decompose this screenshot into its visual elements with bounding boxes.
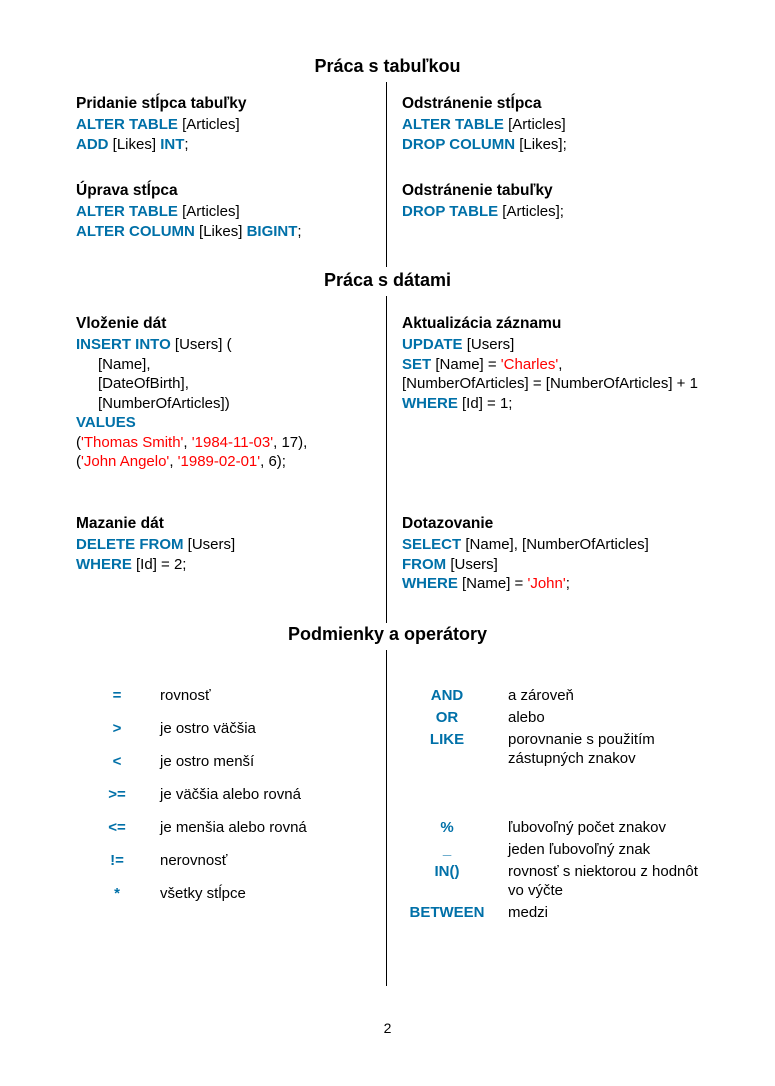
operator-description: rovnosť xyxy=(160,687,211,704)
operator-description: medzi xyxy=(508,904,549,921)
column-divider-tables xyxy=(386,82,387,267)
code-line: ALTER TABLE [Articles] xyxy=(402,116,566,133)
operator-symbol: AND xyxy=(430,687,464,704)
code-line: SET [Name] = 'Charles', xyxy=(402,355,563,373)
block-update xyxy=(402,313,754,413)
operator-description: všetky stĺpce xyxy=(160,885,246,902)
block-add-column xyxy=(76,93,376,154)
operator-symbol: = xyxy=(112,687,122,704)
section-heading-tables: Práca s tabuľkou xyxy=(314,56,461,76)
operator-symbol: BETWEEN xyxy=(409,904,485,921)
page-number: 2 xyxy=(383,1020,392,1036)
operator-row xyxy=(408,730,708,771)
column-divider-data xyxy=(386,296,387,623)
block-title: Úprava stĺpca xyxy=(76,182,178,199)
column-divider-operators xyxy=(386,650,387,986)
operator-symbol: LIKE xyxy=(429,731,465,748)
operator-description: a zároveň xyxy=(508,687,574,704)
operator-row xyxy=(408,708,708,730)
operator-symbol: _ xyxy=(442,841,452,858)
block-insert xyxy=(76,313,381,472)
operator-description: porovnanie s použitím zástupných znakov xyxy=(508,731,655,767)
operator-symbol: IN() xyxy=(434,863,460,880)
operator-description: nerovnosť xyxy=(160,852,228,869)
operator-row xyxy=(96,851,346,884)
operator-description: je ostro menší xyxy=(160,753,255,770)
section-heading-operators: Podmienky a operátory xyxy=(287,624,488,644)
code-line: ALTER TABLE [Articles] xyxy=(76,203,240,220)
operator-row xyxy=(408,840,708,862)
code-line: ('John Angelo', '1989-02-01', 6); xyxy=(76,453,286,470)
code-line: ALTER COLUMN [Likes] BIGINT; xyxy=(76,222,302,240)
block-alter-column xyxy=(76,180,386,241)
operator-description: je väčšia alebo rovná xyxy=(160,786,301,803)
block-drop-column xyxy=(402,93,722,154)
operator-row xyxy=(96,884,346,917)
operator-symbol: <= xyxy=(108,819,126,836)
code-line: WHERE [Id] = 1; xyxy=(402,394,513,412)
section-heading-data: Práca s dátami xyxy=(323,270,452,290)
operator-description: jeden ľubovoľný znak xyxy=(508,841,651,858)
operator-symbol: < xyxy=(112,753,122,770)
operator-description: alebo xyxy=(508,709,545,726)
code-line: WHERE [Name] = 'John'; xyxy=(402,575,570,592)
operator-symbol: > xyxy=(112,720,122,737)
operator-table-wildcards xyxy=(408,818,708,925)
code-line: DROP TABLE [Articles]; xyxy=(402,203,564,220)
operator-table-comparison xyxy=(96,686,346,917)
block-delete xyxy=(76,513,381,574)
code-line: [Name], xyxy=(98,355,151,373)
operator-row xyxy=(96,686,346,719)
operator-row xyxy=(96,719,346,752)
operator-description: je ostro väčšia xyxy=(160,720,256,737)
operator-row xyxy=(408,903,708,925)
operator-row xyxy=(408,818,708,840)
block-drop-table xyxy=(402,180,722,222)
block-title: Mazanie dát xyxy=(76,515,164,532)
operator-description: ľubovoľný počet znakov xyxy=(508,819,667,836)
code-line: [DateOfBirth], xyxy=(98,375,189,392)
operator-symbol: != xyxy=(110,852,124,869)
operator-row xyxy=(96,785,346,818)
block-title: Odstránenie stĺpca xyxy=(402,95,542,112)
code-line: ADD [Likes] INT; xyxy=(76,135,189,153)
code-line: [NumberOfArticles] = [NumberOfArticles] + 1 xyxy=(402,375,698,392)
code-line: ('Thomas Smith', '1984-11-03', 17), xyxy=(76,433,308,451)
operator-row xyxy=(96,818,346,851)
operator-description: rovnosť s niektorou z hodnôt vo výčte xyxy=(508,863,698,899)
block-title: Pridanie stĺpca tabuľky xyxy=(76,95,247,112)
operator-symbol: * xyxy=(114,885,120,902)
operator-symbol: OR xyxy=(435,709,459,726)
code-line: ALTER TABLE [Articles] xyxy=(76,116,240,133)
code-line: VALUES xyxy=(76,414,136,431)
block-title: Aktualizácia záznamu xyxy=(402,315,562,332)
operator-table-body xyxy=(408,818,708,925)
operator-description: je menšia alebo rovná xyxy=(160,819,307,836)
code-line: SELECT [Name], [NumberOfArticles] xyxy=(402,536,649,553)
block-title: Odstránenie tabuľky xyxy=(402,182,553,199)
operator-table-body xyxy=(408,686,708,771)
block-title: Dotazovanie xyxy=(402,515,494,532)
operator-row xyxy=(408,862,708,903)
code-line: DELETE FROM [Users] xyxy=(76,536,236,553)
code-line: [NumberOfArticles]) xyxy=(98,394,230,412)
operator-row xyxy=(96,752,346,785)
block-title: Vloženie dát xyxy=(76,315,167,332)
code-line: UPDATE [Users] xyxy=(402,336,515,353)
operator-row xyxy=(408,686,708,708)
code-line: DROP COLUMN [Likes]; xyxy=(402,135,567,153)
code-line: INSERT INTO [Users] ( xyxy=(76,336,232,353)
block-select xyxy=(402,513,742,594)
code-line: WHERE [Id] = 2; xyxy=(76,555,187,573)
operator-symbol: % xyxy=(440,819,454,836)
operator-table-body xyxy=(96,686,346,917)
operator-symbol: >= xyxy=(108,786,126,803)
code-line: FROM [Users] xyxy=(402,555,498,573)
operator-table-logical xyxy=(408,686,708,771)
